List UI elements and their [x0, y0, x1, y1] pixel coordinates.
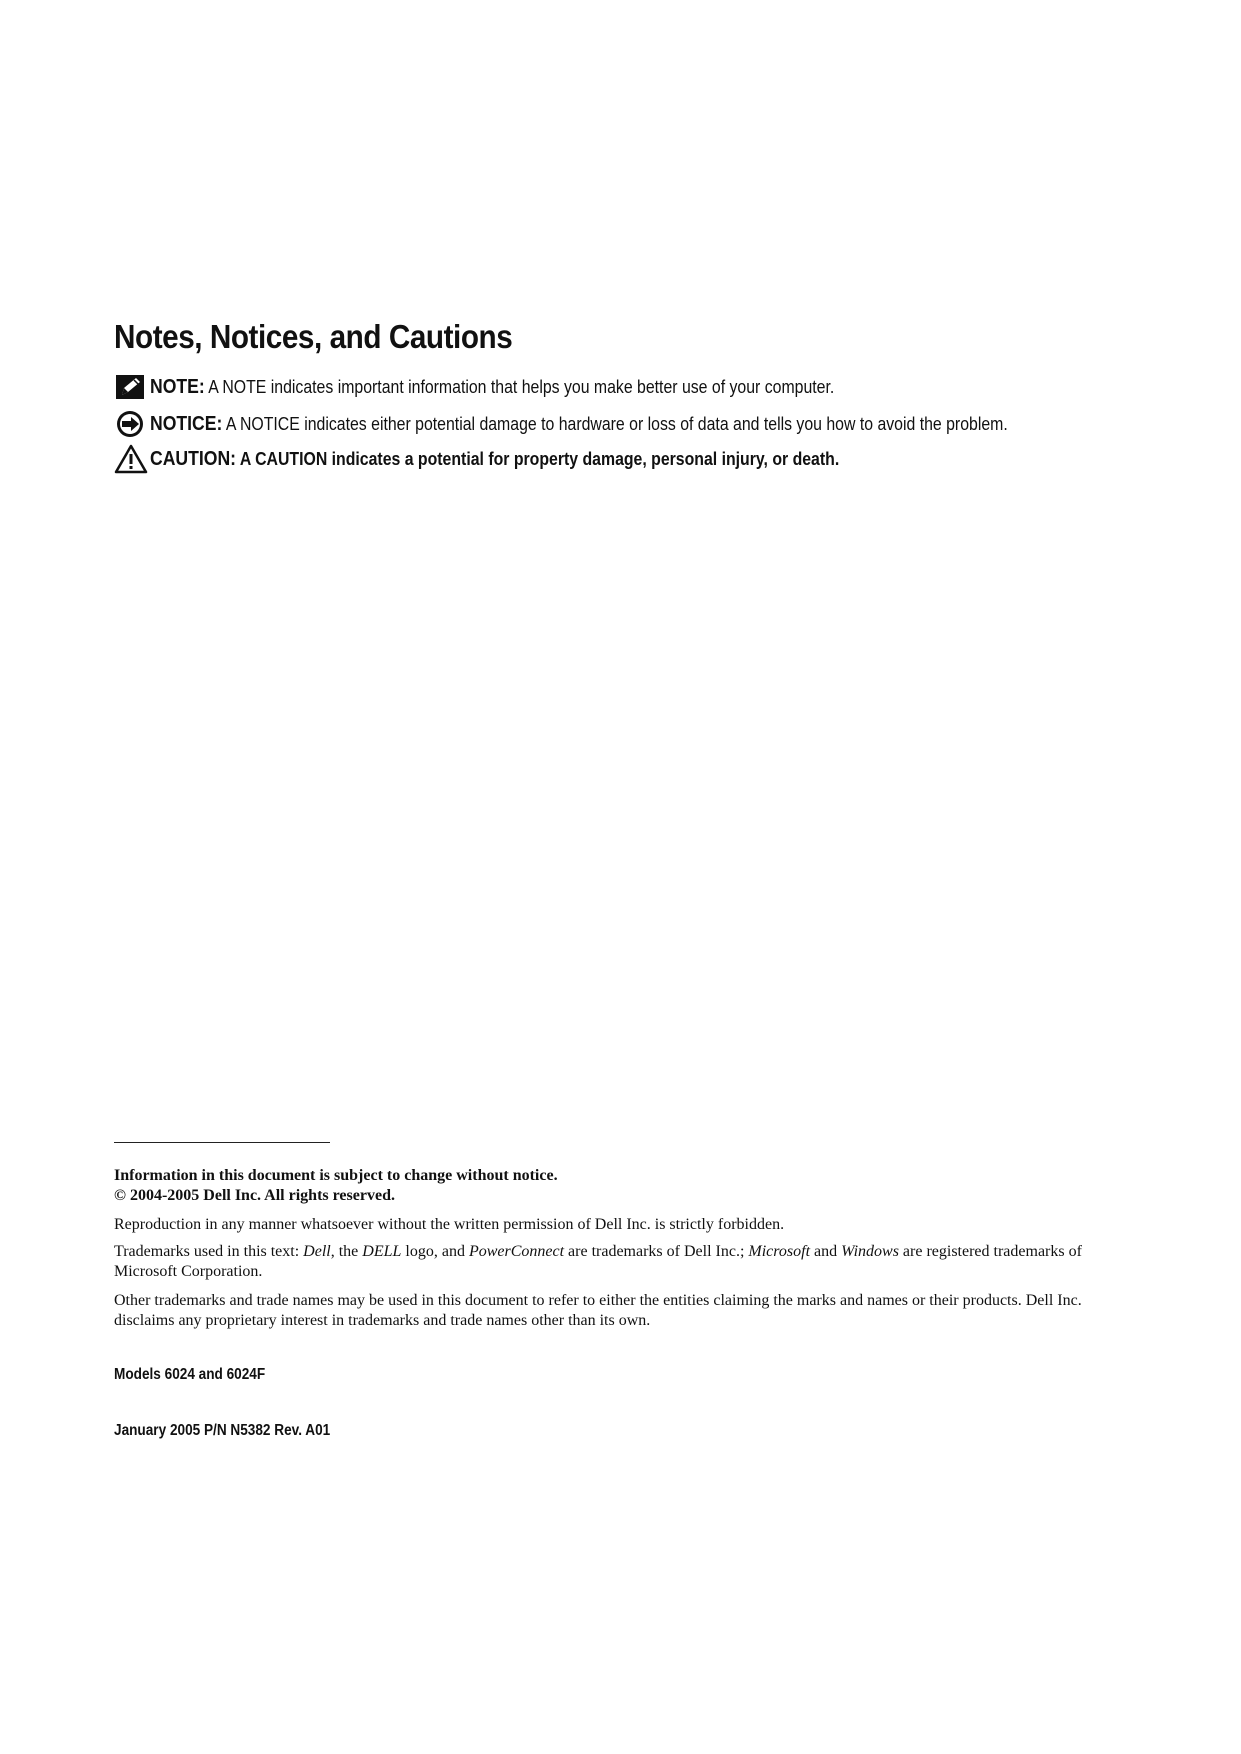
warning-triangle-icon: [114, 444, 150, 474]
note-line: [114, 372, 928, 402]
date-part-number: January 2005 P/N N5382 Rev. A01: [114, 1422, 331, 1439]
reproduction-notice: Reproduction in any manner whatsoever without the written permission of Dell Inc. is strictly forbidden.: [114, 1216, 785, 1233]
caution-label: CAUTION:: [150, 447, 237, 470]
notice-label: NOTICE:: [150, 412, 223, 435]
dell-logo-trademark: DELL: [362, 1243, 402, 1260]
footnote-divider: [114, 1142, 330, 1143]
notice-line: [114, 409, 1125, 439]
other-trademarks-notice: Other trademarks and trade names may be used in this document to refer to either the entities claiming the marks and names or their products. Dell Inc. disclaims any proprietary interest in trademarks and trade names other than its own.: [114, 1292, 1082, 1329]
models-label: Models 6024 and 6024F: [114, 1366, 266, 1383]
copyright-notice: © 2004-2005 Dell Inc. All rights reserved.: [114, 1187, 395, 1204]
page-title: Notes, Notices, and Cautions: [114, 318, 513, 355]
windows-trademark: Windows: [841, 1243, 899, 1260]
caution-line: [114, 444, 933, 474]
trademarks-notice: Trademarks used in this text: Dell, the DELL logo, and PowerConnect are trademarks of Dell Inc.; Microsoft and Windows are registered trademarks of Microsoft Corporation.: [114, 1243, 1082, 1280]
notice-text: NOTICE: A NOTICE indicates either potential damage to hardware or loss of data and tells you how to avoid the problem.: [150, 412, 1008, 435]
note-label: NOTE:: [150, 375, 205, 398]
microsoft-trademark: Microsoft: [748, 1243, 811, 1260]
notice-arrow-icon: [114, 409, 150, 439]
subject-to-change-notice: Information in this document is subject to change without notice.: [114, 1167, 558, 1184]
pencil-note-icon: [114, 372, 150, 402]
powerconnect-trademark: PowerConnect: [468, 1243, 565, 1260]
note-text: NOTE: A NOTE indicates important information that helps you make better use of your computer.: [150, 375, 835, 398]
dell-trademark: Dell: [303, 1243, 331, 1260]
caution-text: CAUTION: A CAUTION indicates a potential for property damage, personal injury, or death.: [150, 447, 840, 470]
